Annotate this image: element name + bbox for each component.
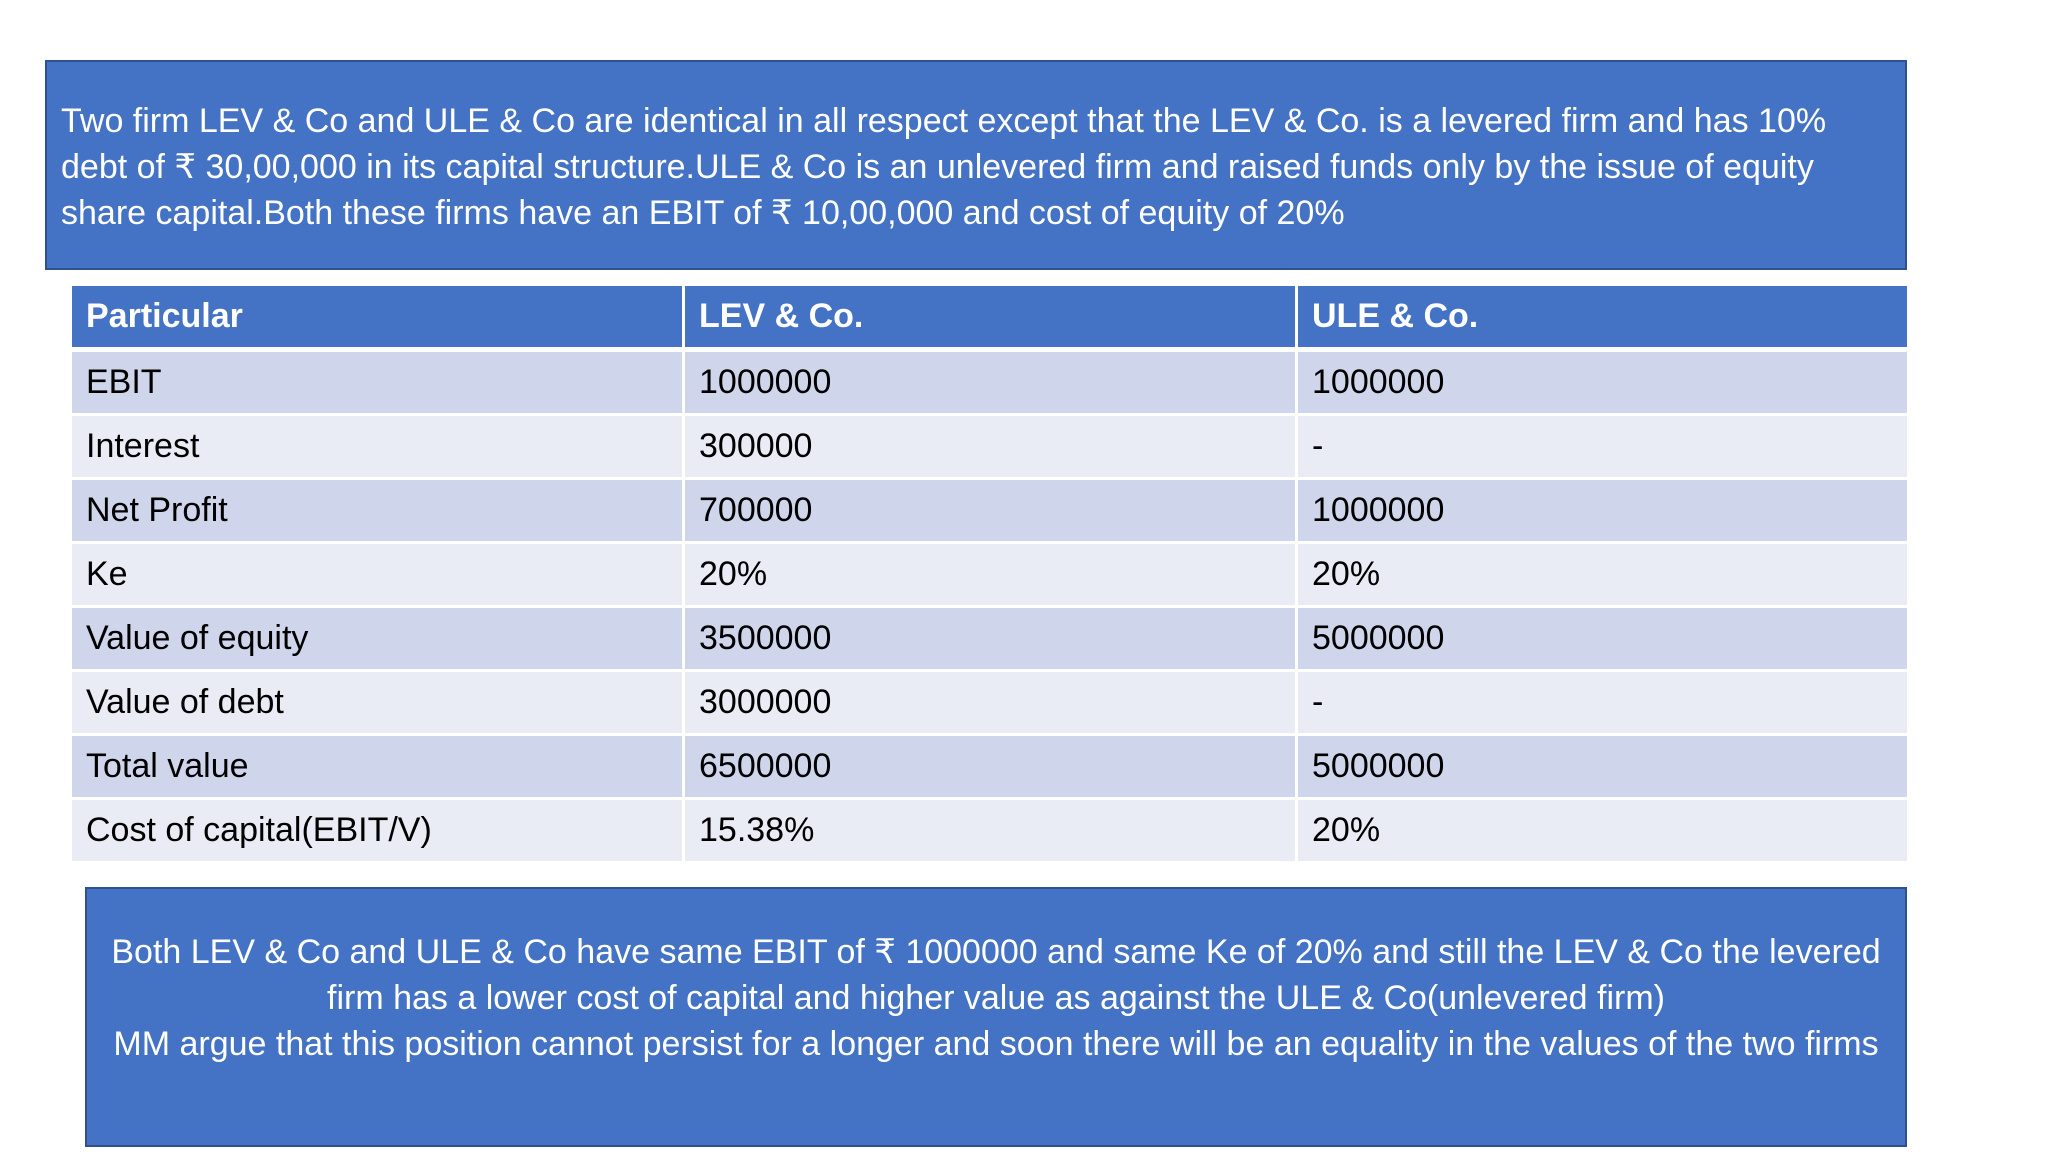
row-label: Value of debt bbox=[71, 671, 684, 735]
header-ule-co: ULE & Co. bbox=[1297, 285, 1909, 350]
row-label: Value of equity bbox=[71, 607, 684, 671]
header-lev-co: LEV & Co. bbox=[684, 285, 1297, 350]
conclusion-line-2: MM argue that this position cannot persist for a longer and soon there will be an equality in the values of the two firms bbox=[113, 1025, 1879, 1063]
table-row bbox=[71, 799, 1909, 863]
intro-text-box bbox=[45, 60, 1907, 270]
table-row bbox=[71, 671, 1909, 735]
conclusion-text-box bbox=[85, 887, 1907, 1147]
lev-value: 6500000 bbox=[684, 735, 1297, 799]
ule-value: - bbox=[1297, 415, 1909, 479]
ule-value: 1000000 bbox=[1297, 350, 1909, 415]
row-label: EBIT bbox=[71, 350, 684, 415]
table-row bbox=[71, 479, 1909, 543]
table-row bbox=[71, 735, 1909, 799]
conclusion-line-1: Both LEV & Co and ULE & Co have same EBIT of ₹ 1000000 and same Ke of 20% and still the LEV & Co the levered firm has a lower cost of capital and higher value as against the ULE & Co(unlevered firm) bbox=[111, 933, 1881, 1017]
ule-value: - bbox=[1297, 671, 1909, 735]
table-row bbox=[71, 607, 1909, 671]
comparison-table bbox=[69, 283, 1910, 864]
ule-value: 1000000 bbox=[1297, 479, 1909, 543]
intro-text: Two firm LEV & Co and ULE & Co are identical in all respect except that the LEV & Co. is a levered firm and has 10% debt of ₹ 30,00,000 in its capital structure.ULE & Co is an unlevered firm and raised funds only by the issue of equity share capital.Both these firms have an EBIT of ₹ 10,00,000 and cost of equity of 20% bbox=[61, 102, 1827, 232]
row-label: Interest bbox=[71, 415, 684, 479]
lev-value: 20% bbox=[684, 543, 1297, 607]
row-label: Net Profit bbox=[71, 479, 684, 543]
lev-value: 700000 bbox=[684, 479, 1297, 543]
lev-value: 3500000 bbox=[684, 607, 1297, 671]
table-row bbox=[71, 350, 1909, 415]
lev-value: 3000000 bbox=[684, 671, 1297, 735]
table-header-row bbox=[71, 285, 1909, 350]
row-label: Total value bbox=[71, 735, 684, 799]
table-row bbox=[71, 415, 1909, 479]
ule-value: 20% bbox=[1297, 543, 1909, 607]
lev-value: 300000 bbox=[684, 415, 1297, 479]
ule-value: 20% bbox=[1297, 799, 1909, 863]
ule-value: 5000000 bbox=[1297, 607, 1909, 671]
ule-value: 5000000 bbox=[1297, 735, 1909, 799]
table-row bbox=[71, 543, 1909, 607]
row-label: Ke bbox=[71, 543, 684, 607]
lev-value: 1000000 bbox=[684, 350, 1297, 415]
lev-value: 15.38% bbox=[684, 799, 1297, 863]
row-label: Cost of capital(EBIT/V) bbox=[71, 799, 684, 863]
header-particular: Particular bbox=[71, 285, 684, 350]
